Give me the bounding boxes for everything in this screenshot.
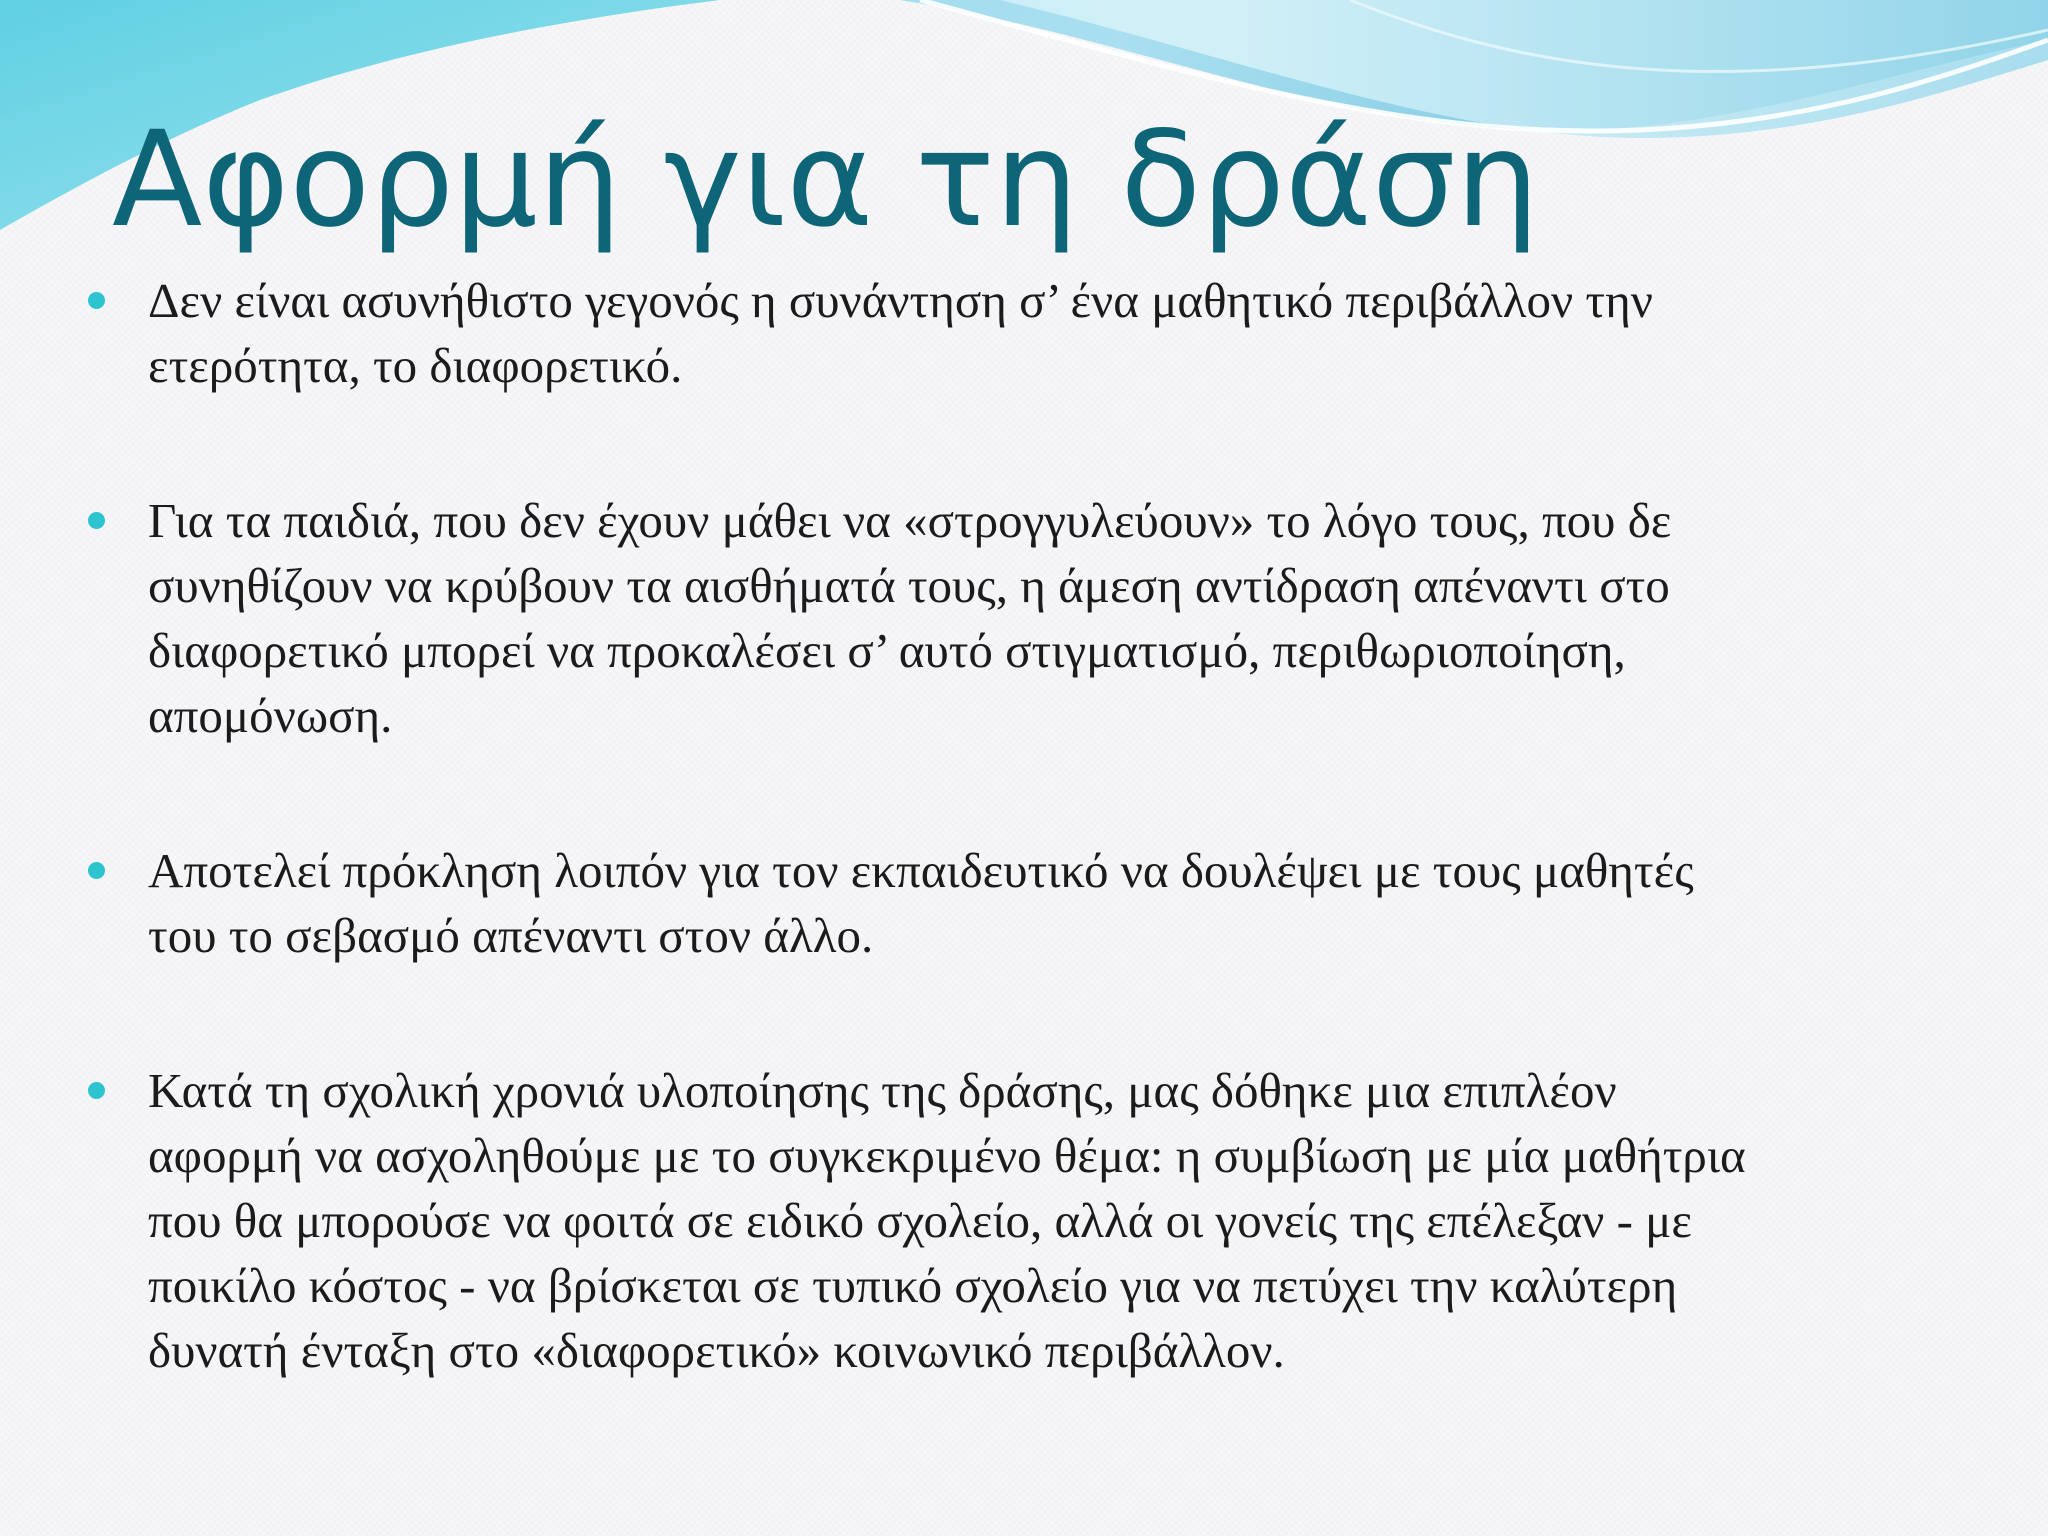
bullet-dot-icon (88, 512, 105, 529)
bullet-text-line: διαφορετικό μπορεί να προκαλέσει σ’ αυτό στιγματισμό, περιθωριοποίηση, (148, 623, 1626, 678)
bullet-text-line: Αποτελεί πρόκληση λοιπόν για τον εκπαιδευτικό να δουλέψει με τους μαθητές (148, 843, 1694, 898)
bullet-text-line: αφορμή να ασχοληθούμε με το συγκεκριμένο θέμα: η συμβίωση με μία μαθήτρια (148, 1128, 1746, 1183)
bullet-text-line: ετερότητα, το διαφορετικό. (148, 338, 683, 393)
bullet-item (88, 268, 2008, 398)
bullet-text-line: που θα μπορούσε να φοιτά σε ειδικό σχολείο, αλλά οι γονείς της επέλεξαν - με (148, 1193, 1692, 1248)
bullet-text-line: Κατά τη σχολική χρονιά υλοποίησης της δράσης, μας δόθηκε μια επιπλέον (148, 1063, 1617, 1118)
bullet-item (88, 838, 2008, 968)
bullet-text-line: Δεν είναι ασυνήθιστο γεγονός η συνάντηση σ’ ένα μαθητικό περιβάλλον την (148, 273, 1653, 328)
bullet-text-line: συνηθίζουν να κρύβουν τα αισθήματά τους, η άμεση αντίδραση απέναντι στο (148, 558, 1670, 613)
bullet-text-line: Για τα παιδιά, που δεν έχουν μάθει να «στρογγυλεύουν» το λόγο τους, που δε (148, 493, 1672, 548)
bullet-item (88, 1058, 2008, 1383)
bullet-dot-icon (88, 1082, 105, 1099)
bullet-text-line: απομόνωση. (148, 688, 393, 743)
bullet-list (88, 268, 2008, 1383)
bullet-text-line: του το σεβασμό απέναντι στον άλλο. (148, 908, 874, 963)
bullet-text-line: ποικίλο κόστος - να βρίσκεται σε τυπικό σχολείο για να πετύχει την καλύτερη (148, 1258, 1678, 1313)
bullet-text-line: δυνατή ένταξη στο «διαφορετικό» κοινωνικό περιβάλλον. (148, 1323, 1285, 1378)
slide-title: Αφορμή για τη δράση (112, 103, 1540, 257)
bullet-dot-icon (88, 862, 105, 879)
bullet-dot-icon (88, 292, 105, 309)
bullet-item (88, 488, 2008, 748)
